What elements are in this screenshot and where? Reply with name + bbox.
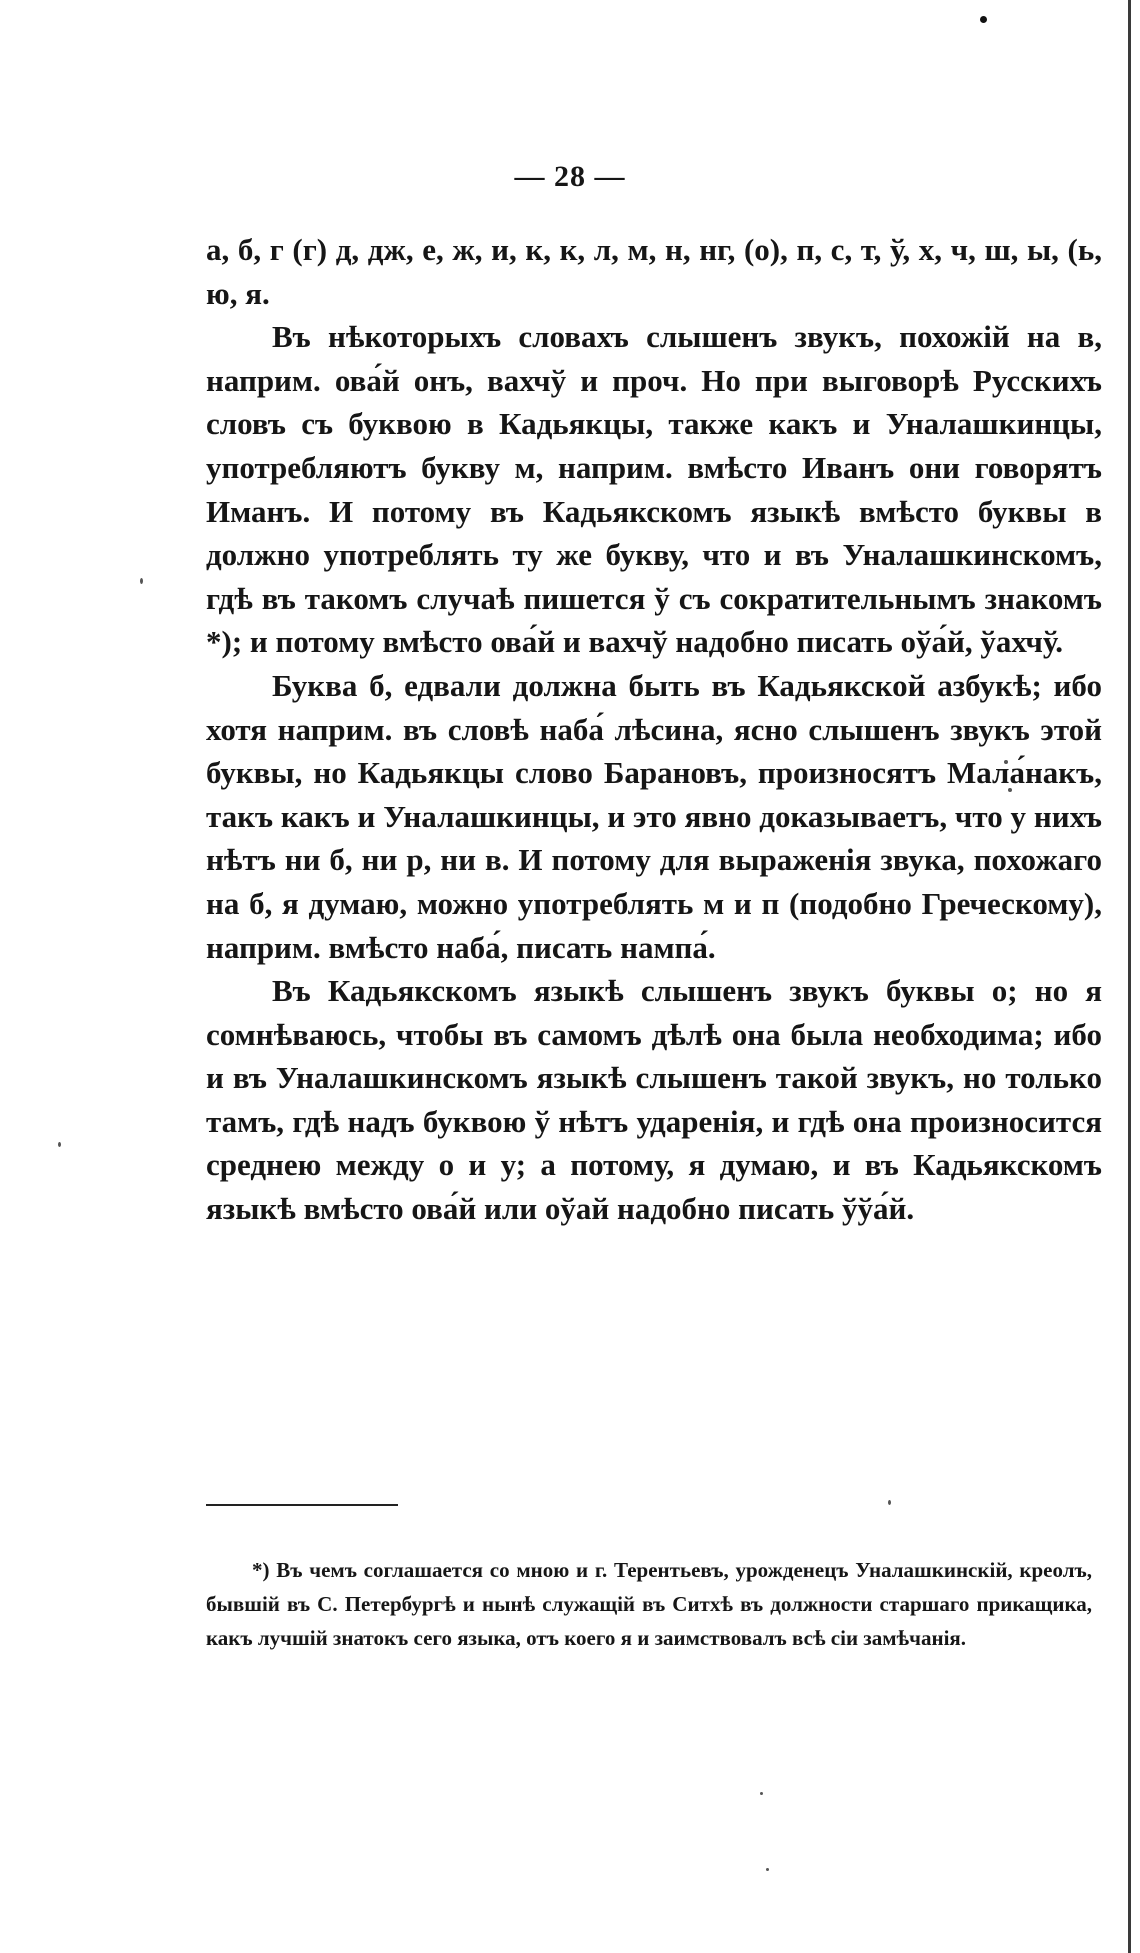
print-speck (980, 16, 987, 23)
print-speck (888, 1500, 891, 1505)
print-speck (766, 1868, 769, 1871)
paragraph-alphabet: а, б, г (г) д, дж, е, ж, и, к, к, л, м, н, нг, (о), п, с, т, ў, х, ч, ш, ы, (ь, ю, я. (206, 232, 1102, 311)
print-speck (58, 1142, 61, 1147)
page-number: — 28 — (514, 160, 626, 193)
body-text (206, 228, 1102, 1231)
print-speck (140, 578, 143, 584)
print-speck (760, 1792, 763, 1795)
paragraph-sound-v: Въ нѣкоторыхъ словахъ слышенъ звукъ, похожій на в, наприм. ова́й онъ, вахчў и проч. Но при выговорѣ Русскихъ словъ съ буквою в Кадьякцы, также какъ и Уналашкинцы, употребляютъ букву м, наприм. вмѣсто Иванъ они говорятъ Иманъ. И потому въ Кадьякскомъ языкѣ вмѣсто буквы в должно употреблять ту же букву, что и въ Уналашкинскомъ, гдѣ въ такомъ случаѣ пишется ў съ сократительнымъ знакомъ *); и потому вмѣсто ова́й и вахчў надобно писать оўа́й, ўахчў. (206, 319, 1102, 660)
paragraph-letter-o: Въ Кадьякскомъ языкѣ слышенъ звукъ буквы о; но я сомнѣваюсь, чтобы въ самомъ дѣлѣ она была необходима; ибо и въ Уналашкинскомъ языкѣ слышенъ такой звукъ, но только тамъ, гдѣ надъ буквою ў нѣтъ ударенія, и гдѣ она произносится среднею между о и у; а потому, я думаю, и въ Кадьякскомъ языкѣ вмѣсто ова́й или оўай надобно писать ўўа́й. (206, 973, 1102, 1227)
paragraph-letter-b: Буква б, едвали должна быть въ Кадьякской азбукѣ; ибо хотя наприм. въ словѣ наба́ лѣсина, ясно слышенъ звукъ этой буквы, но Кадьякцы слово Барановъ, произносятъ Мала́накъ, такъ какъ и Уналашкинцы, и это явно доказываетъ, что у нихъ нѣтъ ни б, ни р, ни в. И потому для выраженія звука, похожаго на б, я думаю, можно употреблять м и п (подобно Греческому), наприм. вмѣсто наба́, писать нампа́. (206, 667, 1102, 965)
page-edge-rule (1128, 0, 1131, 1953)
footnote-separator (206, 1504, 398, 1506)
footnote: *) Въ чемъ соглашается со мною и г. Терентьевъ, урожденецъ Уналашкинскій, креолъ, бывшій въ С. Петербургѣ и нынѣ служащій въ Ситхѣ въ должности старшаго прикащика, какъ лучшій знатокъ сего языка, отъ коего я и заимствовалъ всѣ сіи замѣчанія. (206, 1558, 1092, 1650)
